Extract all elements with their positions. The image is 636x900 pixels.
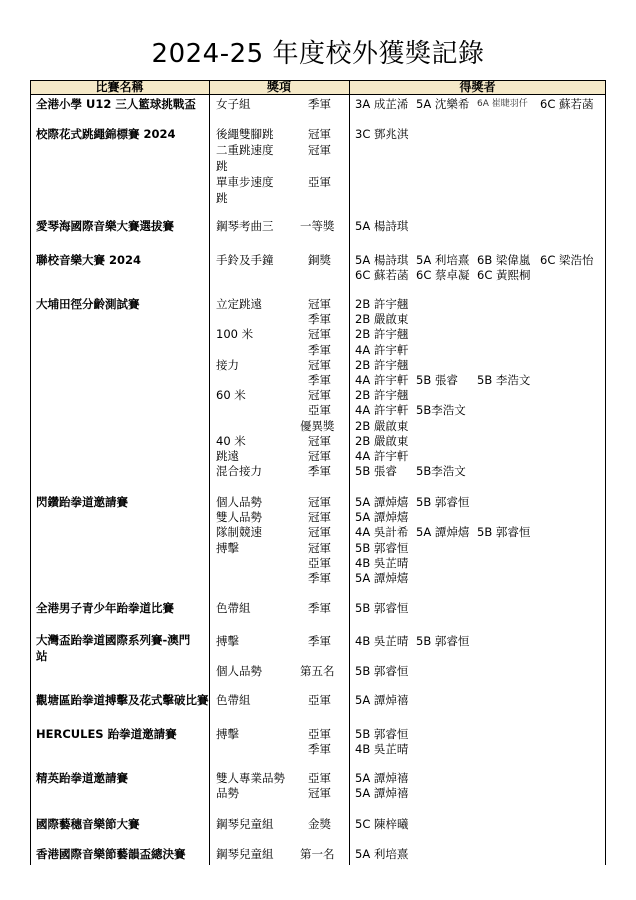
award-rank: 冠軍 [308,495,331,509]
winner-name: 6C 蘇若菡 [355,268,409,283]
winner-name: 6C 梁浩怡 [540,253,594,267]
competition-name: HERCULES 跆拳道邀請賽 [36,727,177,741]
winner-name: 2B 嚴啟東 [355,433,409,448]
award-rank: 冠軍 [308,510,331,525]
winner-name: 4B 吳芷晴 [355,634,409,648]
winner-name: 2B 嚴啟東 [355,312,409,327]
award-item: 個人品勢 [216,664,262,678]
award-item: 後繩雙腳跳 [216,127,274,141]
award-rank: 冠軍 [308,525,331,540]
winner-name: 3C 鄧兆淇 [355,127,409,141]
award-rank: 季軍 [308,742,331,757]
competition-name: 大埔田徑分齡測試賽 [36,297,140,311]
award-rank: 冠軍 [308,433,331,448]
award-item: 立定跳遠 [216,297,262,311]
winner-name: 5B 張睿 [355,464,397,479]
winner-name: 5A 沈樂希 [416,97,470,111]
award-item: 40 米 [216,433,246,448]
award-rank: 亞軍 [308,693,331,707]
winner-name: 2B 許宇翹 [355,327,409,342]
winner-name: 5C 陳梓曦 [355,817,409,831]
winner-name: 5B李浩文 [416,464,466,479]
winner-name: 5A 譚焯禧 [355,693,409,707]
page-title: 2024-25 年度校外獲獎記錄 [151,39,485,69]
award-rank: 亞軍 [308,403,331,418]
winner-name: 5A 利培熹 [416,253,470,267]
award-item: 單車步速度 [216,175,274,189]
winner-name: 5B 郭睿恒 [416,634,470,648]
competition-name: 大灣盃跆拳道國際系列賽-澳門 [36,633,191,647]
award-rank: 冠軍 [308,297,331,311]
winner-name: 5B 張睿 [416,373,458,387]
header-competition: 比賽名稱 [95,80,144,94]
winner-name: 4A 吳計希 [355,525,409,540]
winner-name: 5A 楊詩琪 [355,219,409,233]
competition-name: 聯校音樂大賽 2024 [36,253,142,267]
winner-name: 2B 嚴啟東 [355,418,409,433]
competition-name: 愛琴海國際音樂大賽選拔賽 [36,219,174,233]
award-rank: 一等獎 [300,219,335,233]
award-item: 二重跳速度 [216,143,274,157]
winner-name: 5B 郭睿恒 [416,495,470,509]
award-item: 雙人專業品勢 [216,771,285,785]
award-item: 搏擊 [216,634,239,648]
competition-name: 站 [36,649,48,663]
award-rank: 冠軍 [308,786,331,801]
award-rank: 冠軍 [308,327,331,342]
award-item: 鋼琴兒童組 [216,847,274,861]
winner-name: 5A 利培熹 [355,847,409,861]
award-item: 手鈴及手鐘 [216,253,274,267]
award-rank: 季軍 [308,373,331,387]
award-item: 搏擊 [216,540,239,555]
winner-name: 5B 郭睿恒 [355,601,409,615]
winner-name: 5A 譚焯熺 [355,510,409,525]
award-item: 色帶組 [216,601,251,615]
award-rank: 季軍 [308,634,331,648]
competition-name: 觀塘區跆拳道搏擊及花式擊破比賽 [36,693,209,707]
winner-name: 5A 譚焯熺 [355,495,409,509]
award-rank: 季軍 [308,601,331,615]
winner-name: 4A 許宇軒 [355,449,409,463]
award-item: 跳遠 [216,449,239,463]
award-item: 鋼琴兒童組 [216,817,274,831]
column-divider [349,80,350,865]
award-item: 雙人品勢 [216,510,262,525]
award-rank: 銅獎 [308,253,331,267]
award-item: 60 米 [216,388,246,403]
winner-name: 5A 楊詩琪 [355,253,409,267]
award-rank: 季軍 [308,464,331,479]
winner-name: 5B 李浩文 [477,373,531,387]
winner-name: 2B 許宇翹 [355,388,409,403]
award-rank: 季軍 [308,342,331,357]
award-item: 品勢 [216,786,239,801]
award-rank: 冠軍 [308,388,331,403]
winner-name: 4A 許宇軒 [355,373,409,387]
winner-name: 4B 吳芷晴 [355,742,409,757]
award-item: 100 米 [216,327,254,342]
award-rank: 冠軍 [308,143,331,157]
award-rank: 金獎 [308,817,331,831]
award-item: 隊制競速 [216,525,262,540]
winner-name: 4B 吳芷晴 [355,555,409,570]
award-rank: 冠軍 [308,449,331,463]
column-divider [209,80,210,865]
winner-name: 3A 成芷浠 [355,97,409,111]
winner-name: 2B 許宇翹 [355,297,409,311]
winner-name: 5A 譚焯禧 [355,771,409,785]
winner-name: 5B 郭睿恒 [355,727,409,741]
winner-name: 2B 許宇翹 [355,357,409,372]
competition-name: 校際花式跳繩錦標賽 2024 [36,127,176,141]
winner-name: 6C 蔡卓凝 [416,268,470,283]
award-item: 搏擊 [216,727,239,741]
winner-name: 5A 譚焯熺 [355,571,409,585]
award-rank: 亞軍 [308,175,331,189]
award-item: 接力 [216,357,239,372]
award-rank: 第一名 [300,847,335,861]
award-rank: 冠軍 [308,357,331,372]
award-rank: 季軍 [308,97,331,111]
competition-name: 全港小學 U12 三人籃球挑戰盃 [36,97,196,111]
award-rank: 季軍 [308,571,331,585]
award-item: 混合接力 [216,464,262,479]
award-item: 女子組 [216,97,251,111]
winner-name: 5A 譚焯熺 [416,525,470,540]
award-item: 跳 [216,159,228,173]
winner-name: 6C 蘇若菡 [540,97,594,111]
header-item: 獎項 [266,80,291,94]
winner-name: 5B 郭睿恒 [355,664,409,678]
award-rank: 亞軍 [308,727,331,741]
award-rank: 冠軍 [308,127,331,141]
competition-name: 香港國際音樂節藝韻盃總決賽 [36,847,186,861]
winner-name: 5B 郭睿恒 [355,540,409,555]
winner-name: 4A 許宇軒 [355,342,409,357]
award-rank: 亞軍 [308,555,331,570]
winner-name: 6A 崔睫羽仟 [477,99,528,109]
winner-name: 6B 梁偉嵐 [477,253,531,267]
competition-name: 精英跆拳道邀請賽 [36,771,128,785]
award-rank: 亞軍 [308,771,331,785]
award-item: 色帶組 [216,693,251,707]
header-winners: 得獎者 [459,80,496,94]
award-rank: 第五名 [300,664,335,678]
award-item: 個人品勢 [216,495,262,509]
winner-name: 6C 黃熙桐 [477,268,531,283]
award-rank: 冠軍 [308,540,331,555]
winner-name: 4A 許宇軒 [355,403,409,418]
award-item: 鋼琴考曲三 [216,219,274,233]
competition-name: 國際藝穗音樂節大賽 [36,817,140,831]
award-rank: 優異獎 [300,418,335,433]
winner-name: 5B 郭睿恒 [477,525,531,540]
competition-name: 全港男子青少年跆拳道比賽 [36,601,174,615]
award-item: 跳 [216,191,228,205]
award-rank: 季軍 [308,312,331,327]
winner-name: 5A 譚焯禧 [355,786,409,801]
competition-name: 閃鑽跆拳道邀請賽 [36,495,128,509]
winner-name: 5B李浩文 [416,403,466,418]
